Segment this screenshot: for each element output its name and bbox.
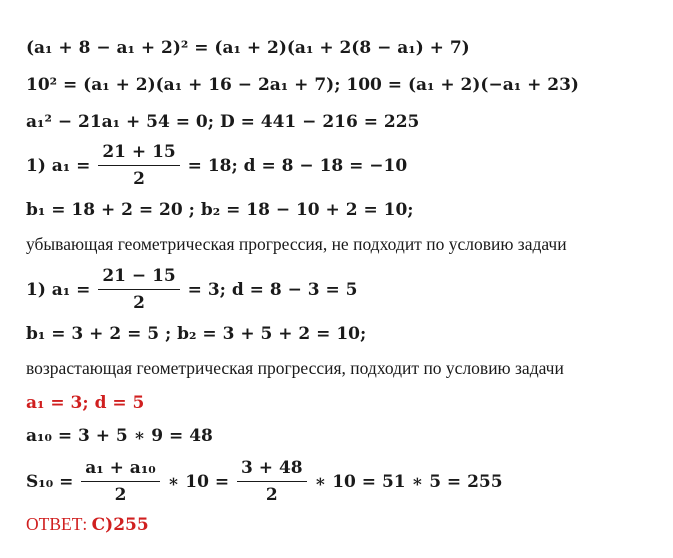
sum-middle: ∗ 10 = [167,471,230,492]
equation-line-11: a₁₀ = 3 + 5 ∗ 9 = 48 [26,426,213,446]
solution-1-result: = 18; d = 8 − 18 = −10 [187,155,408,176]
fraction-denominator: 2 [133,169,145,189]
equation-line-8: b₁ = 3 + 2 = 5 ; b₂ = 3 + 5 + 2 = 10; [26,324,367,344]
solution-2-result: = 3; d = 8 − 3 = 5 [187,279,358,300]
fraction-numerator: 3 + 48 [237,457,307,482]
note-increasing: возрастающая геометрическая прогрессия, подходит по условию задачи [26,358,564,378]
equation-line-5: b₁ = 18 + 2 = 20 ; b₂ = 18 − 10 + 2 = 10; [26,200,414,220]
sum-fraction-1 [81,457,159,506]
solution-2-fraction [98,265,179,314]
solution-1-label: 1) a₁ = [26,155,91,176]
sum-fraction-2 [237,457,307,506]
solution-1-line [26,141,407,190]
solution-1-fraction [98,141,179,190]
answer-value: C)255 [91,515,149,535]
fraction-denominator: 2 [133,293,145,313]
fraction-numerator: a₁ + a₁₀ [81,457,159,482]
sum-line [26,457,503,506]
sum-result: ∗ 10 = 51 ∗ 5 = 255 [314,471,503,492]
fraction-denominator: 2 [114,485,127,505]
fraction-numerator: 21 + 15 [98,141,179,166]
equation-line-3: a₁² − 21a₁ + 54 = 0; D = 441 − 216 = 225 [26,112,420,132]
fraction-numerator: 21 − 15 [98,265,179,290]
sum-label: S₁₀ = [26,471,74,492]
equation-line-1: (a₁ + 8 − a₁ + 2)² = (a₁ + 2)(a₁ + 2(8 − a₁) + 7) [26,38,470,58]
fraction-denominator: 2 [265,485,278,505]
highlighted-result: a₁ = 3; d = 5 [26,393,145,413]
solution-2-line [26,265,357,314]
equation-line-2: 10² = (a₁ + 2)(a₁ + 16 − 2a₁ + 7); 100 = (a₁ + 2)(−a₁ + 23) [26,75,579,95]
note-decreasing: убывающая геометрическая прогрессия, не подходит по условию задачи [26,234,567,254]
answer-label: ОТВЕТ: [26,514,92,534]
solution-2-label: 1) a₁ = [26,279,91,300]
answer-line [26,513,149,536]
